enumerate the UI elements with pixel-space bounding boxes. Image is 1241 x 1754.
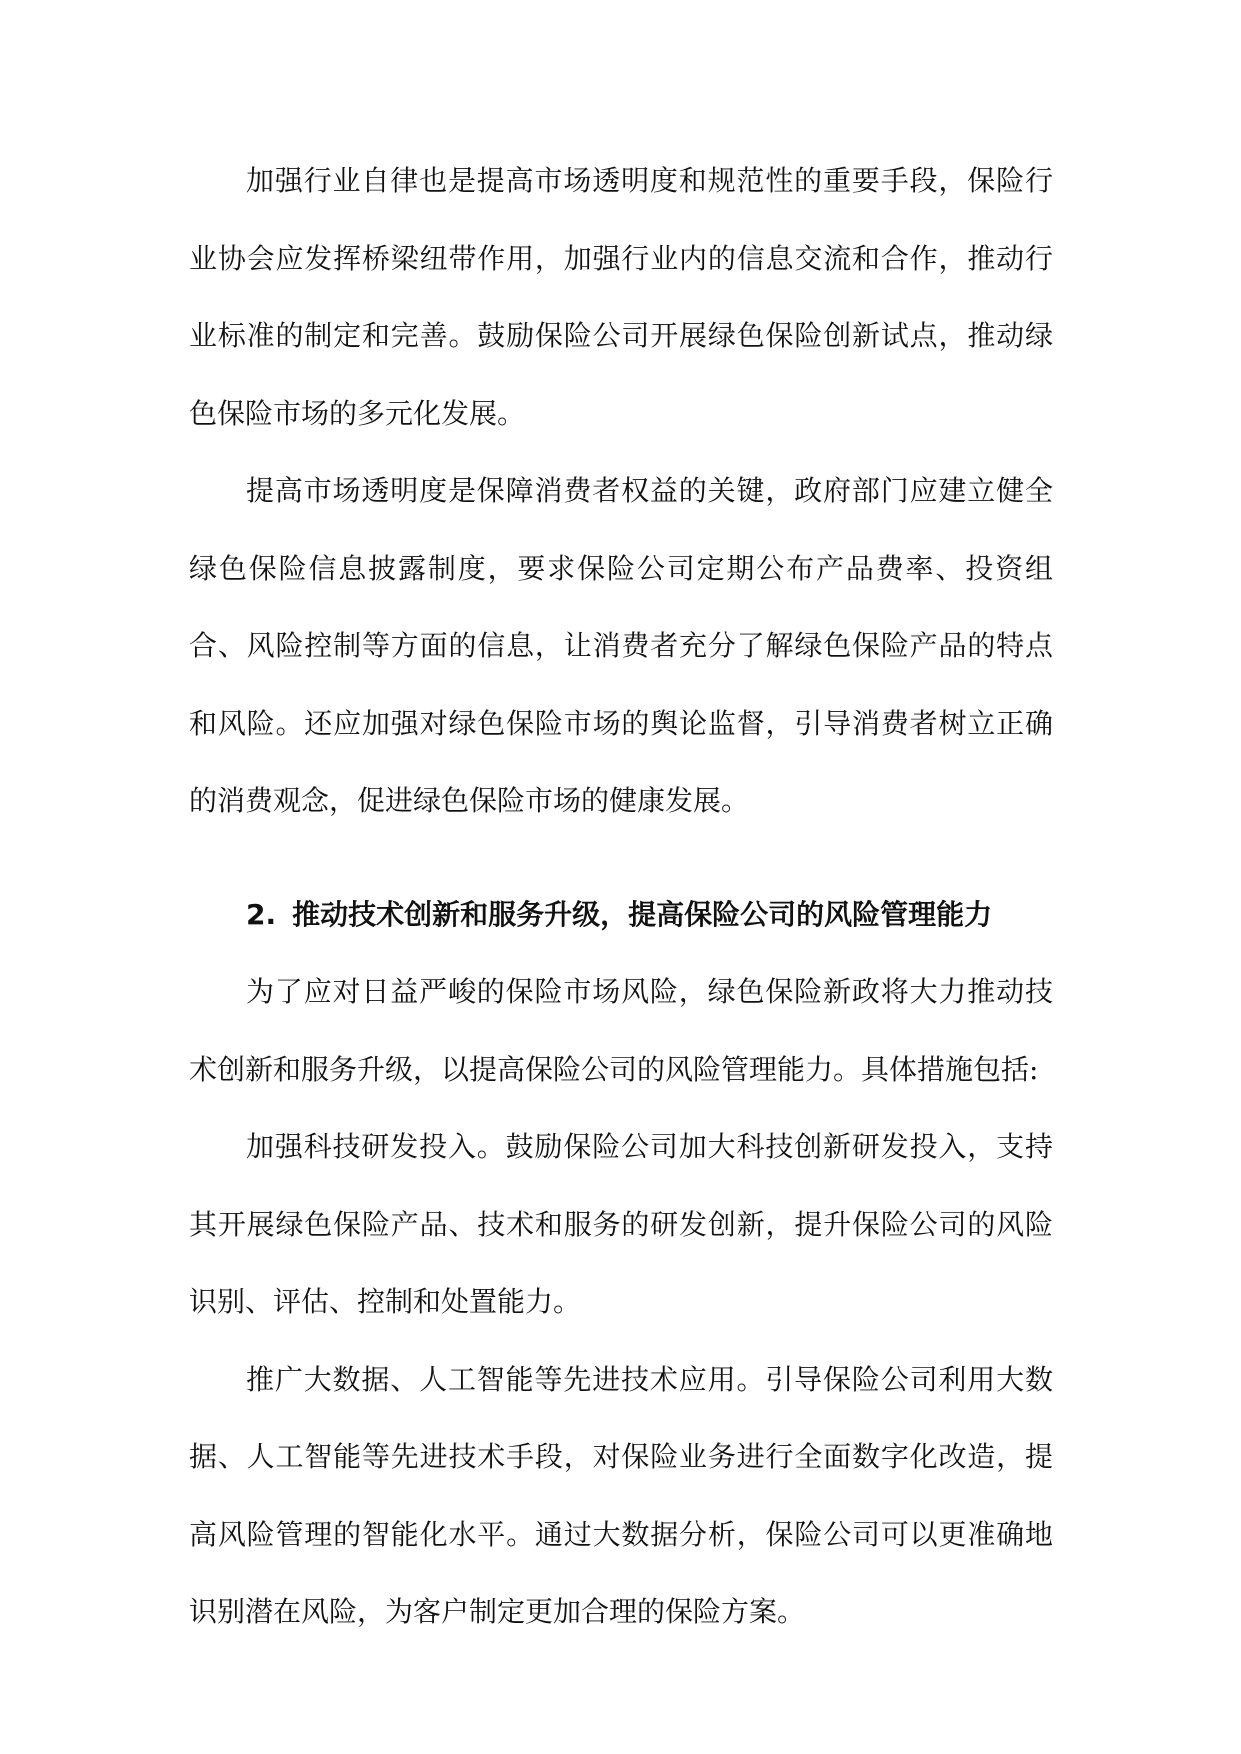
paragraph-tech-innovation-intro: 为了应对日益严峻的保险市场风险，绿色保险新政将大力推动技术创新和服务升级，以提高保险公司的风险管理能力。具体措施包括:: [189, 975, 1053, 1086]
section-heading: [189, 876, 1053, 954]
paragraph-industry-self-discipline: 加强行业自律也是提高市场透明度和规范性的重要手段，保险行业协会应发挥桥梁纽带作用，加强行业内的信息交流和合作，推动行业标准的制定和完善。鼓励保险公司开展绿色保险创新试点，推动绿色保险市场的多元化发展。: [189, 164, 1053, 430]
paragraph-market-transparency: 提高市场透明度是保障消费者权益的关键，政府部门应建立健全绿色保险信息披露制度，要求保险公司定期公布产品费率、投资组合、风险控制等方面的信息，让消费者充分了解绿色保险产品的特点和风险。还应加强对绿色保险市场的舆论监督，引导消费者树立正确的消费观念，促进绿色保险市场的健康发展。: [189, 474, 1053, 817]
section-number: 2.: [246, 897, 277, 931]
section-title: 推动技术创新和服务升级，提高保险公司的风险管理能力: [292, 897, 993, 931]
paragraph-rd-investment: 加强科技研发投入。鼓励保险公司加大科技创新研发投入，支持其开展绿色保险产品、技术和服务的研发创新，提升保险公司的风险识别、评估、控制和处置能力。: [189, 1130, 1053, 1318]
document-body: [189, 142, 1053, 1651]
paragraph-big-data-ai: 推广大数据、人工智能等先进技术应用。引导保险公司利用大数据、人工智能等先进技术手段，对保险业务进行全面数字化改造，提高风险管理的智能化水平。通过大数据分析，保险公司可以更准确地识别潜在风险，为客户制定更加合理的保险方案。: [189, 1362, 1053, 1628]
